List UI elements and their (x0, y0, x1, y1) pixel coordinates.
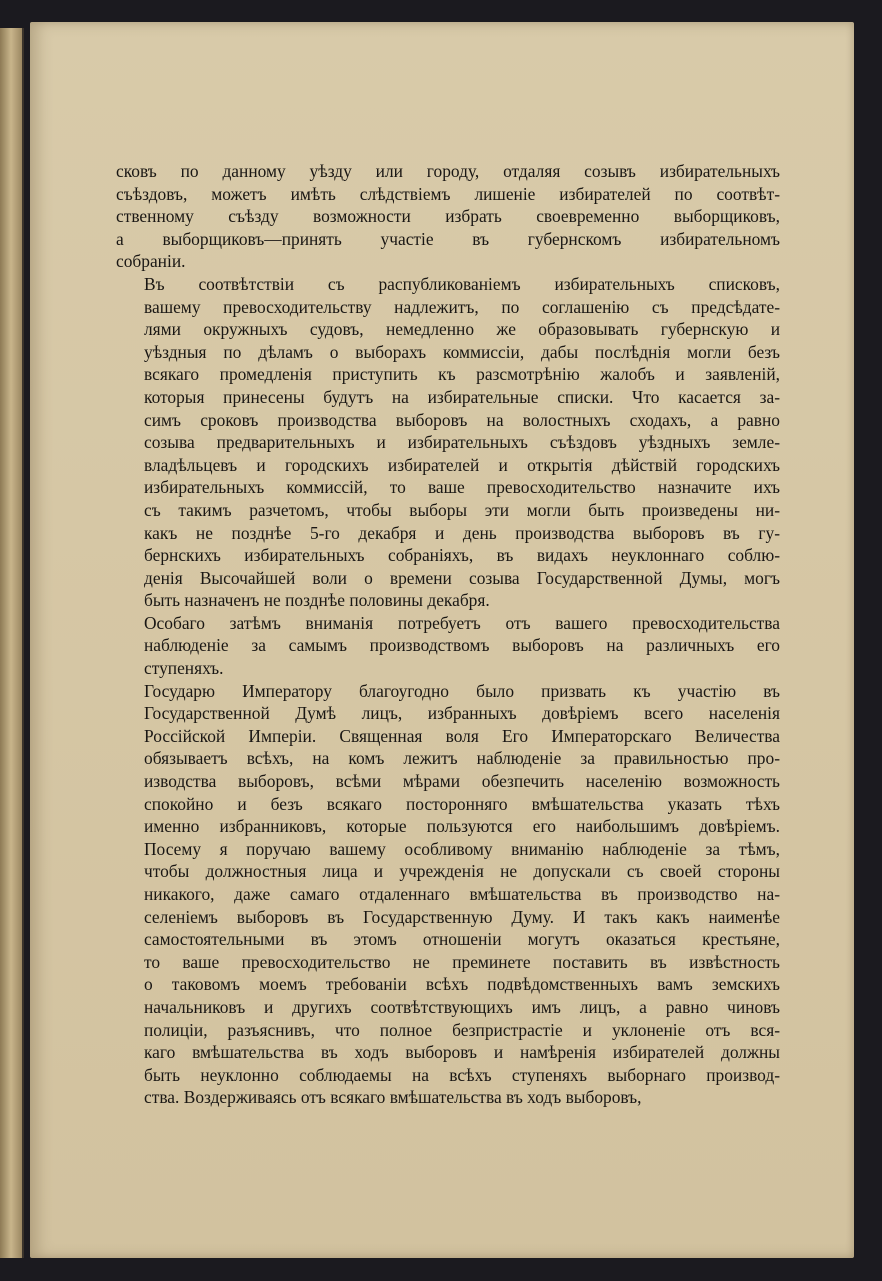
text-line: уѣздныя по дѣламъ о выборахъ коммиссіи, дабы послѣднія могли безъ (144, 341, 780, 362)
text-line: быть назначенъ не позднѣе половины декабря. (144, 590, 490, 611)
left-page-edge (0, 28, 24, 1258)
text-line: никакого, даже самаго отдаленнаго вмѣшательства въ производство на- (144, 884, 780, 904)
text-line: наблюденіе за самымъ производствомъ выборовъ на различныхъ его (144, 635, 780, 656)
text-line: всякаго промедленія приступить къ разсмотрѣнію жалобъ и заявленій, (144, 364, 780, 385)
text-line: бернскихъ избирательныхъ собраніяхъ, въ видахъ неуклоннаго соблю- (144, 545, 780, 566)
text-line: съ такимъ разчетомъ, чтобы выборы эти могли быть произведены ни- (144, 499, 780, 520)
text-line: ства. Воздерживаясь отъ всякаго вмѣшательства въ ходъ выборовъ, (144, 1087, 642, 1108)
text-line: а выборщиковъ—принять участіе въ губернскомъ избирательномъ (116, 228, 780, 249)
text-line: какъ не позднѣе 5-го декабря и день производства выборовъ въ гу- (144, 522, 780, 543)
text-line: начальниковъ и другихъ соотвѣтствующихъ имъ лицъ, а равно чиновъ (144, 996, 780, 1017)
text-line: Россійской Имперіи. Священная воля Его Императорскаго Величества (144, 725, 780, 746)
text-line: ственному съѣзду возможности избрать своевременно выборщиковъ, (116, 206, 780, 227)
text-line: собраніи. (116, 251, 186, 272)
paragraph (116, 273, 780, 612)
document-page (30, 22, 854, 1258)
text-line: селеніемъ выборовъ въ Государственную Думу. И такъ какъ наименѣе (144, 906, 780, 927)
text-line: которыя принесены будутъ на избирательные списки. Что касается за- (144, 386, 780, 407)
text-line: вашему превосходительству надлежитъ, по соглашенію съ предсѣдате- (144, 296, 780, 317)
text-line: Въ соотвѣтствіи съ распубликованіемъ избирательныхъ списковъ, (144, 273, 780, 294)
text-line: симъ сроковъ производства выборовъ на волостныхъ сходахъ, а равно (144, 409, 780, 430)
text-line: владѣльцевъ и городскихъ избирателей и открытія дѣйствій городскихъ (144, 454, 780, 475)
text-line: быть неуклонно соблюдаемы на всѣхъ ступеняхъ выборнаго производ- (144, 1064, 780, 1085)
paragraph (116, 160, 780, 273)
text-line: обязываетъ всѣхъ, на комъ лежитъ наблюденіе за правильностью про- (144, 748, 780, 769)
text-line: то ваше превосходительство не преминете поставить въ извѣстность (144, 951, 780, 972)
text-line: ступеняхъ. (144, 658, 224, 679)
text-line: чтобы должностныя лица и учрежденія не допускали съ своей стороны (144, 861, 780, 882)
paragraph (116, 612, 780, 680)
text-line: лями окружныхъ судовъ, немедленно же образовывать губернскую и (144, 319, 780, 340)
text-line: Особаго затѣмъ вниманія потребуетъ отъ вашего превосходительства (144, 612, 780, 633)
text-line: Государственной Думѣ лицъ, избранныхъ довѣріемъ всего населенія (144, 703, 780, 724)
text-line: Посему я поручаю вашему особливому вниманію наблюденіе за тѣмъ, (144, 838, 780, 859)
body-text (116, 160, 780, 1109)
text-line: изводства выборовъ, всѣми мѣрами обезпечить населенію возможность (144, 771, 780, 792)
text-line: денія Высочайшей воли о времени созыва Государственной Думы, могъ (144, 567, 780, 588)
text-line: самостоятельными въ этомъ отношеніи могутъ оказаться крестьяне, (144, 929, 780, 950)
paragraph (116, 680, 780, 1109)
text-line: каго вмѣшательства въ ходъ выборовъ и намѣренія избирателей должны (144, 1042, 780, 1063)
text-line: съѣздовъ, можетъ имѣть слѣдствіемъ лишеніе избирателей по соотвѣт- (116, 183, 780, 204)
text-line: о таковомъ моемъ требованіи всѣхъ подвѣдомственныхъ вамъ земскихъ (144, 974, 780, 995)
text-line: созыва предварительныхъ и избирательныхъ съѣздовъ уѣздныхъ земле- (144, 432, 780, 453)
text-line: избирательныхъ коммиссій, то ваше превосходительство назначите ихъ (144, 477, 780, 498)
text-line: полиціи, разъяснивъ, что полное безпристрастіе и уклоненіе отъ вся- (144, 1019, 780, 1040)
text-line: спокойно и безъ всякаго посторонняго вмѣшательства указать тѣхъ (144, 793, 780, 814)
text-line: сковъ по данному уѣзду или городу, отдаляя созывъ избирательныхъ (116, 161, 780, 181)
text-line: именно избранниковъ, которые пользуются его наибольшимъ довѣріемъ. (144, 816, 780, 837)
text-line: Государю Императору благоугодно было призвать къ участію въ (144, 680, 780, 701)
